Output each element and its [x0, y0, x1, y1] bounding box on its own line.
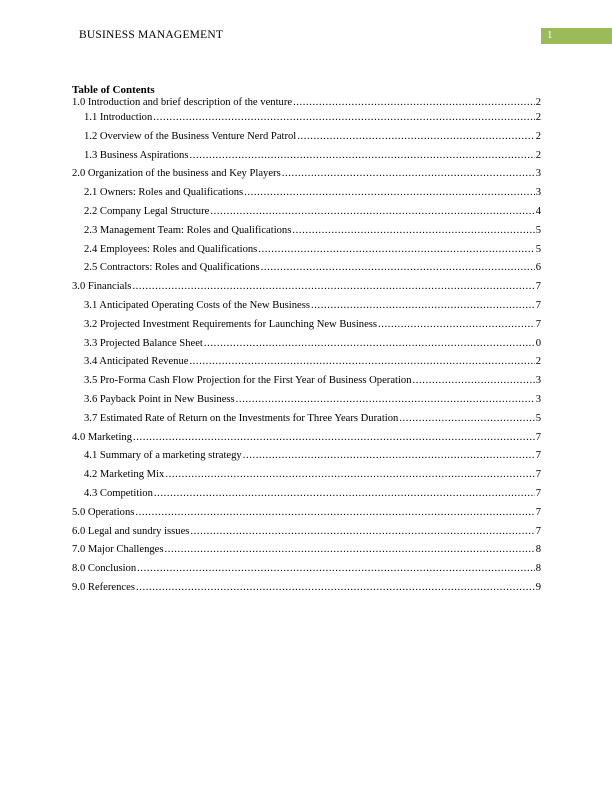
toc-entry-page: 7 [535, 506, 541, 518]
toc-dot-leader [189, 356, 534, 367]
toc-entry[interactable] [72, 356, 541, 375]
toc-entry-page: 3 [535, 393, 541, 405]
toc-dot-leader [136, 582, 535, 593]
toc-dot-leader [135, 507, 534, 518]
toc-entry[interactable] [72, 507, 541, 526]
toc-entry[interactable] [72, 168, 541, 187]
toc-entry-page: 7 [535, 469, 541, 481]
page-number-badge [541, 28, 612, 44]
toc-entry-page: 9 [535, 581, 541, 593]
toc-entry[interactable] [72, 413, 541, 432]
toc-dot-leader [154, 488, 535, 499]
toc-entry-title: 3.6 Payback Point in New Business [84, 393, 235, 405]
toc-entry-title: 4.3 Competition [84, 487, 153, 499]
toc-entry-title: 1.0 Introduction and brief description of the venture [72, 97, 293, 108]
toc-entry-page: 3 [535, 168, 541, 180]
toc-dot-leader [244, 187, 535, 198]
toc-entry-page: 0 [535, 337, 541, 349]
toc-entry-page: 7 [535, 450, 541, 462]
toc-entry-title: 2.2 Company Legal Structure [84, 205, 210, 217]
toc-entry[interactable] [72, 319, 541, 338]
toc-entry-page: 7 [535, 525, 541, 537]
toc-dot-leader [413, 375, 535, 386]
toc-entry-title: 3.7 Estimated Rate of Return on the Investments for Three Years Duration [84, 412, 399, 424]
toc-entry-title: 9.0 References [72, 581, 135, 593]
table-of-contents [72, 84, 541, 601]
toc-dot-leader [258, 244, 534, 255]
toc-dot-leader [165, 469, 534, 480]
toc-dot-leader [399, 413, 534, 424]
toc-entry[interactable] [72, 112, 541, 131]
toc-entry[interactable] [72, 187, 541, 206]
toc-entry-title: 6.0 Legal and sundry issues [72, 525, 190, 537]
toc-dot-leader [292, 225, 534, 236]
toc-entry-title: 3.3 Projected Balance Sheet [84, 337, 203, 349]
toc-entry-page: 2 [535, 149, 541, 161]
toc-entry-title: 1.3 Business Aspirations [84, 149, 189, 161]
toc-entry[interactable] [72, 225, 541, 244]
toc-entry[interactable] [72, 450, 541, 469]
toc-entry-title: 3.2 Projected Investment Requirements for Launching New Business [84, 318, 378, 330]
toc-entry-title: 1.1 Introduction [84, 112, 153, 123]
toc-entry[interactable] [72, 469, 541, 488]
toc-entry[interactable] [72, 582, 541, 601]
toc-entry-page: 3 [535, 375, 541, 387]
toc-entry[interactable] [72, 262, 541, 281]
toc-dot-leader [297, 131, 534, 142]
toc-entry-page: 7 [535, 431, 541, 443]
toc-entry-page: 2 [535, 112, 541, 123]
toc-dot-leader [153, 112, 534, 123]
toc-entry[interactable] [72, 131, 541, 150]
toc-entry-title: 5.0 Operations [72, 506, 135, 518]
toc-dot-leader [210, 206, 534, 217]
toc-entry-page: 2 [535, 97, 541, 108]
toc-entry[interactable] [72, 244, 541, 263]
toc-dot-leader [243, 450, 535, 461]
toc-entry[interactable] [72, 563, 541, 582]
toc-list [72, 97, 541, 601]
page-number: 1 [547, 29, 553, 41]
toc-dot-leader [189, 150, 534, 161]
toc-entry[interactable] [72, 375, 541, 394]
toc-dot-leader [133, 432, 535, 443]
toc-entry-page: 5 [535, 224, 541, 236]
toc-entry-title: 4.1 Summary of a marketing strategy [84, 450, 242, 462]
toc-entry-title: 3.4 Anticipated Revenue [84, 356, 189, 368]
toc-dot-leader [282, 168, 535, 179]
toc-dot-leader [261, 262, 535, 273]
toc-dot-leader [311, 300, 535, 311]
toc-entry-title: 2.1 Owners: Roles and Qualifications [84, 187, 244, 199]
toc-dot-leader [204, 338, 535, 349]
header-title: BUSINESS MANAGEMENT [79, 29, 224, 41]
toc-entry-page: 4 [535, 205, 541, 217]
toc-entry-page: 2 [535, 130, 541, 142]
toc-dot-leader [137, 563, 535, 574]
toc-dot-leader [378, 319, 535, 330]
toc-entry[interactable] [72, 300, 541, 319]
toc-entry-page: 5 [535, 243, 541, 255]
toc-entry-title: 4.2 Marketing Mix [84, 469, 165, 481]
toc-entry[interactable] [72, 150, 541, 169]
toc-entry[interactable] [72, 394, 541, 413]
toc-entry-page: 6 [535, 262, 541, 274]
toc-entry-page: 7 [535, 487, 541, 499]
toc-dot-leader [236, 394, 535, 405]
toc-entry-title: 8.0 Conclusion [72, 563, 137, 575]
toc-entry-title: 7.0 Major Challenges [72, 544, 164, 556]
toc-entry-title: 4.0 Marketing [72, 431, 133, 443]
toc-entry[interactable] [72, 97, 541, 112]
toc-entry[interactable] [72, 544, 541, 563]
toc-heading: Table of Contents [72, 84, 155, 96]
toc-entry-page: 7 [535, 281, 541, 293]
toc-dot-leader [132, 281, 534, 292]
toc-entry-title: 2.4 Employees: Roles and Qualifications [84, 243, 258, 255]
toc-entry-title: 2.5 Contractors: Roles and Qualifications [84, 262, 260, 274]
toc-entry[interactable] [72, 338, 541, 357]
toc-entry-page: 7 [535, 299, 541, 311]
toc-entry-title: 2.0 Organization of the business and Key Players [72, 168, 281, 180]
toc-entry[interactable] [72, 281, 541, 300]
toc-entry-title: 3.5 Pro-Forma Cash Flow Projection for the First Year of Business Operation [84, 375, 412, 387]
toc-entry-title: 3.1 Anticipated Operating Costs of the New Business [84, 299, 310, 311]
toc-entry-page: 8 [535, 563, 541, 575]
toc-entry[interactable] [72, 488, 541, 507]
toc-entry[interactable] [72, 432, 541, 451]
toc-entry-page: 7 [535, 318, 541, 330]
toc-dot-leader [190, 526, 534, 537]
toc-entry-page: 8 [535, 544, 541, 556]
toc-dot-leader [293, 97, 535, 108]
toc-entry-title: 3.0 Financials [72, 281, 132, 293]
toc-entry-page: 2 [535, 356, 541, 368]
toc-entry-page: 5 [535, 412, 541, 424]
toc-entry[interactable] [72, 206, 541, 225]
toc-entry-title: 1.2 Overview of the Business Venture Nerd Patrol [84, 130, 297, 142]
toc-entry[interactable] [72, 526, 541, 545]
toc-dot-leader [165, 544, 535, 555]
toc-entry-title: 2.3 Management Team: Roles and Qualifications [84, 224, 292, 236]
toc-entry-page: 3 [535, 187, 541, 199]
